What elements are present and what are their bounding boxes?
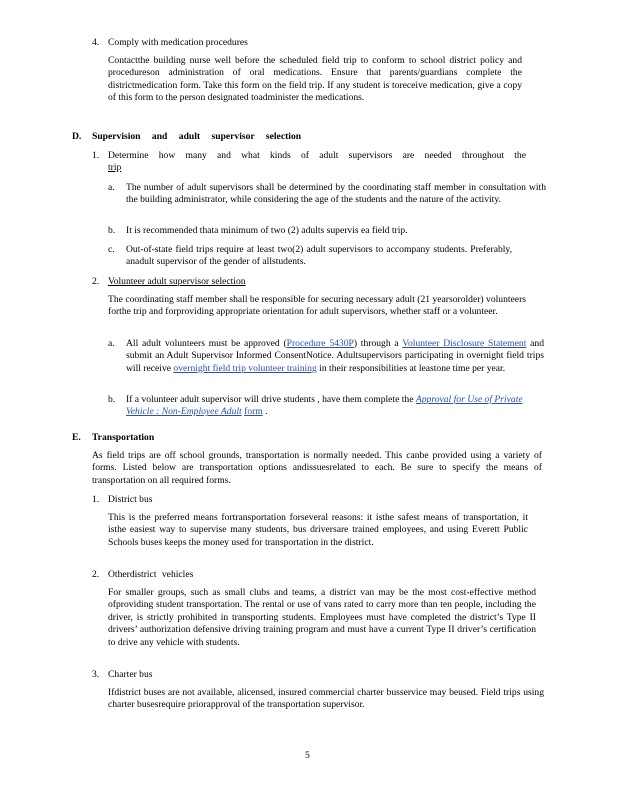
sub-a-text-3: and submit an Adult Supervisor Informed ConsentNotice. Adultsupervisors participating in overnight field trips will receive bbox=[126, 338, 544, 374]
section-d-sub-b-text-block bbox=[126, 225, 546, 237]
section-d-sub-b-text: It is recommended thata minimum of two (2) adults supervis ea field trip. bbox=[126, 225, 408, 236]
section-d-item-2-sub-b-text bbox=[126, 394, 544, 419]
approval-form-link[interactable]: form bbox=[244, 406, 263, 418]
section-e-item-1-title: District bus bbox=[108, 494, 153, 505]
procedure-5430p-link[interactable]: Procedure 5430P bbox=[286, 338, 354, 349]
section-d-item-2-text-block bbox=[108, 294, 526, 319]
section-e-item-1-text: This is the preferred means fortransportation forseveral reasons: it isthe safest means of transportation, it isthe easiest way to supervise many students, bus driversare trained employees, and using Everett Public Schools buses keeps the money used for transportation in the district. bbox=[108, 512, 528, 548]
section-d-item-2-sub-a-block bbox=[126, 338, 544, 375]
volunteer-disclosure-statement-link[interactable]: Volunteer Disclosure Statement bbox=[402, 338, 527, 349]
section-d-item-2-sub-b-block bbox=[126, 394, 544, 419]
section-d-item-1-line-a: Determine how many and what kinds of adult supervisors are needed throughout the bbox=[108, 150, 526, 161]
page-number: 5 bbox=[305, 750, 310, 761]
section-d-item-1-number: 1. bbox=[92, 150, 100, 161]
section-d-sub-a-text-block bbox=[126, 182, 546, 207]
section-e-item-2-number: 2. bbox=[92, 569, 100, 580]
item-4-paragraph: Contactthe building nurse well before the scheduled field trip to conform to school district policy and procedureson administration of oral medications. Ensure that parents/guardians complete the districtmedication form. Take this form on the field trip. If any student is toreceive medication, give a copy of this form to the person designated toadminister the medications. bbox=[108, 55, 522, 104]
section-d-item-2-sub-a-text bbox=[126, 338, 544, 375]
section-d-sub-c-text-block bbox=[126, 244, 512, 269]
section-e-item-1-number: 1. bbox=[92, 494, 100, 505]
sub-a-text-4: in their responsibilities at leastone time per year. bbox=[316, 362, 506, 374]
section-e-item-2-text: For smaller groups, such as small clubs and teams, a district van may be the most cost-effective method ofproviding student transportation. The rental or use of vans rated to carry more than ten people, including the driver, is strictly prohibited in transporting students. Employees must have completed the district’s Type II drivers’ authorization defensive driving training program and must have a current Type II driver’s certification to drive any vehicle with students. bbox=[108, 587, 536, 648]
item-4-number: 4. bbox=[92, 37, 100, 48]
sub-a-text-2: ) through a bbox=[353, 338, 403, 349]
section-d-sub-b-letter: b. bbox=[108, 225, 116, 236]
section-e-item-1-block bbox=[108, 512, 528, 549]
section-d-item-1-line-b: trip bbox=[108, 162, 122, 174]
overnight-volunteer-training-link[interactable]: overnight field trip volunteer training bbox=[173, 362, 317, 374]
section-e-item-3-number: 3. bbox=[92, 669, 100, 680]
section-e-intro-block bbox=[92, 450, 542, 487]
section-d-sub-c-text: Out-of-state field trips require at least two(2) adult supervisors to accompany students. Preferably, anadult supervisor of the gender of allstudents. bbox=[126, 244, 512, 268]
sub-b-text-1: If a volunteer adult supervisor will drive students , have them complete the bbox=[126, 394, 416, 405]
section-d-item-2-number: 2. bbox=[92, 276, 100, 287]
section-e-item-3-text: Ifdistrict buses are not available, alicensed, insured commercial charter busservice may beused. Field trips using charter busesrequire priorapproval of the transportation supervisor. bbox=[108, 687, 544, 711]
section-d-item-2-text: The coordinating staff member shall be responsible for securing necessary adult (21 yearsorolder) volunteers forthe trip and forproviding appropriate orientation for adult supervisors, whether staff or a volunteer. bbox=[108, 294, 526, 318]
section-e-title: Transportation bbox=[92, 432, 155, 443]
approval-private-vehicle-link[interactable]: Approval for Use of Private Vehicle : Non-Employee Adult bbox=[126, 394, 523, 418]
sub-a-text-1: All adult volunteers must be approved ( bbox=[126, 338, 287, 349]
section-d-sub-a-letter: a. bbox=[108, 182, 115, 193]
section-e-intro: As field trips are off school grounds, transportation is normally needed. This canbe provided using a variety of forms. Listed below are transportation options andissuesrelated to each. Be sure to specify the means of transportation on all required forms. bbox=[92, 450, 542, 486]
section-e-item-3-title: Charter bus bbox=[108, 669, 153, 680]
section-d-title: Supervision and adult supervisor selection bbox=[92, 131, 302, 142]
section-d-item-2-sub-a-letter: a. bbox=[108, 338, 115, 349]
item-4-title: Comply with medication procedures bbox=[108, 37, 248, 48]
section-d-item-2-sub-b-letter: b. bbox=[108, 394, 116, 405]
section-d-sub-a-text: The number of adult supervisors shall be determined by the coordinating staff member in consultation with the building administrator, while considering the age of the students and the nature of the activity. bbox=[126, 182, 546, 206]
section-d-sub-c-letter: c. bbox=[108, 244, 115, 255]
sub-b-text-2: . bbox=[262, 406, 268, 418]
section-e-item-3-block bbox=[108, 687, 544, 712]
section-d-item-2-title: Volunteer adult supervisor selection bbox=[108, 276, 246, 287]
section-e-letter: E. bbox=[72, 432, 81, 443]
section-e-item-2-title: Otherdistrict vehicles bbox=[108, 569, 194, 580]
section-d-letter: D. bbox=[72, 131, 82, 142]
item-4-text-block bbox=[108, 55, 522, 105]
section-e-item-2-block bbox=[108, 587, 536, 649]
section-d-item-1-text bbox=[108, 150, 526, 175]
